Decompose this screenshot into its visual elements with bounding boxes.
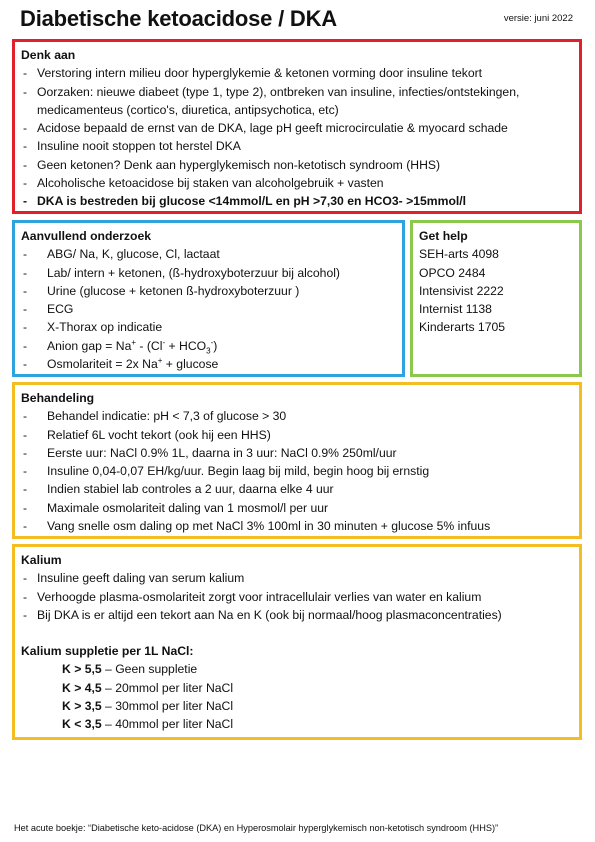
phone-line: Intensivist 2222 [419, 283, 504, 298]
phone-line: Kinderarts 1705 [419, 320, 506, 335]
list-item: - Vang snelle osm daling op met NaCl 3% 100ml in 30 minuten + glucose 5% infuus [21, 517, 573, 535]
list-item: - Alcoholische ketoacidose bij staken van alcoholgebruik + vasten [21, 174, 573, 192]
subscript-3: 3 [206, 346, 211, 356]
denk-aan-list [21, 64, 573, 210]
list-item: - Eerste uur: NaCl 0.9% 1L, daarna in 3 uur: NaCl 0.9% 250ml/uur [21, 444, 573, 462]
behandeling-panel [12, 382, 582, 539]
version-label: versie: juni 2022 [503, 13, 573, 24]
osmolariteit-item [21, 355, 396, 373]
plus-sign: + [131, 337, 137, 347]
suppletie-row [21, 660, 573, 678]
suppletie-dose: – 40mmol per liter NaCl [101, 717, 234, 732]
list-item: - ABG/ Na, K, glucose, Cl, lactaat [21, 245, 396, 263]
minus-sign: - [210, 337, 214, 347]
footer-source: Het acute boekje: “Diabetische keto-acidose (DKA) en Hyperosmolair hyperglykemisch non-ketotisch syndroom (HHS)” [14, 823, 499, 833]
list-item: - Insuline geeft daling van serum kalium [21, 569, 573, 587]
list-item: - DKA is bestreden bij glucose <14mmol/L en pH >7,30 en HCO3- >15mmol/l [21, 192, 573, 210]
list-item: - Maximale osmolariteit daling van 1 mosmol/l per uur [21, 499, 573, 517]
kalium-list [21, 569, 573, 624]
list-item: - Bij DKA is er altijd een tekort aan Na en K (ook bij normaal/hoog plasmaconcentraties) [21, 606, 573, 624]
osmolariteit-end: + glucose [162, 357, 219, 372]
behandeling-list [21, 407, 573, 535]
anion-gap-prefix: Anion gap = Na [47, 338, 132, 353]
suppletie-dose: – 20mmol per liter NaCl [101, 680, 234, 695]
denk-aan-panel [12, 39, 582, 214]
suppletie-row [21, 715, 573, 733]
behandeling-heading: Behandeling [21, 391, 95, 405]
list-item: - ECG [21, 300, 396, 318]
list-item: - Oorzaken: nieuwe diabeet (type 1, type 2), ontbreken van insuline, infecties/ontstekingen, medicamenteus (cortico's, diuretica, antipsychotica, etc) [21, 83, 573, 120]
suppletie-dose: – 30mmol per liter NaCl [101, 699, 234, 714]
onderzoek-list [21, 245, 396, 373]
phone-line: Internist 1138 [419, 302, 492, 317]
list-item: - Behandel indicatie: pH < 7,3 of glucose > 30 [21, 407, 573, 425]
onderzoek-heading: Aanvullend onderzoek [21, 229, 152, 243]
anion-gap-hco: + HCO [165, 338, 207, 353]
kalium-threshold: K > 5,5 [62, 662, 102, 677]
suppletie-dose: – Geen suppletie [101, 662, 198, 677]
phone-line: OPCO 2484 [419, 265, 486, 280]
list-item: - Lab/ intern + ketonen, (ß-hydroxyboterzuur bij alcohol) [21, 264, 396, 282]
list-item: - Relatief 6L vocht tekort (ook hij een HHS) [21, 426, 573, 444]
suppletie-row [21, 679, 573, 697]
kalium-threshold: K < 3,5 [62, 717, 102, 732]
phone-line: SEH-arts 4098 [419, 247, 499, 262]
list-item: - Insuline nooit stoppen tot herstel DKA [21, 137, 573, 155]
spacer [21, 624, 573, 642]
get-help-heading: Get help [419, 229, 468, 243]
kalium-heading: Kalium [21, 553, 62, 567]
list-item: - Geen ketonen? Denk aan hyperglykemisch non-ketotisch syndroom (HHS) [21, 156, 573, 174]
osmolariteit-prefix: Osmolariteit = 2x Na [47, 357, 158, 372]
kalium-threshold: K > 4,5 [62, 680, 102, 695]
kalium-suppletie-heading: Kalium suppletie per 1L NaCl: [21, 644, 194, 659]
list-item: - Urine (glucose + ketonen ß-hydroxyboterzuur ) [21, 282, 396, 300]
list-item: - Indien stabiel lab controles a 2 uur, daarna elke 4 uur [21, 480, 573, 498]
anion-gap-item [21, 337, 396, 355]
anion-gap-cl: - (Cl [136, 338, 163, 353]
page-title: Diabetische ketoacidose / DKA [20, 6, 337, 31]
get-help-list [419, 245, 573, 336]
list-item: - Verhoogde plasma-osmolariteit zorgt voor intracellulair verlies van water en kalium [21, 588, 573, 606]
plus-sign: + [157, 356, 163, 366]
list-item: - Acidose bepaald de ernst van de DKA, lage pH geeft microcirculatie & myocard schade [21, 119, 573, 137]
anion-gap-end: ) [213, 338, 218, 353]
denk-aan-heading: Denk aan [21, 48, 76, 62]
list-item: - Verstoring intern milieu door hyperglykemie & ketonen vorming door insuline tekort [21, 64, 573, 82]
suppletie-row [21, 697, 573, 715]
aanvullend-onderzoek-panel [12, 220, 405, 377]
list-item: - Insuline 0,04-0,07 EH/kg/uur. Begin laag bij mild, begin hoog bij ernstig [21, 462, 573, 480]
kalium-panel [12, 544, 582, 740]
kalium-threshold: K > 3,5 [62, 699, 102, 714]
get-help-panel [410, 220, 582, 377]
list-item: - X-Thorax op indicatie [21, 318, 396, 336]
minus-sign: - [162, 337, 166, 347]
